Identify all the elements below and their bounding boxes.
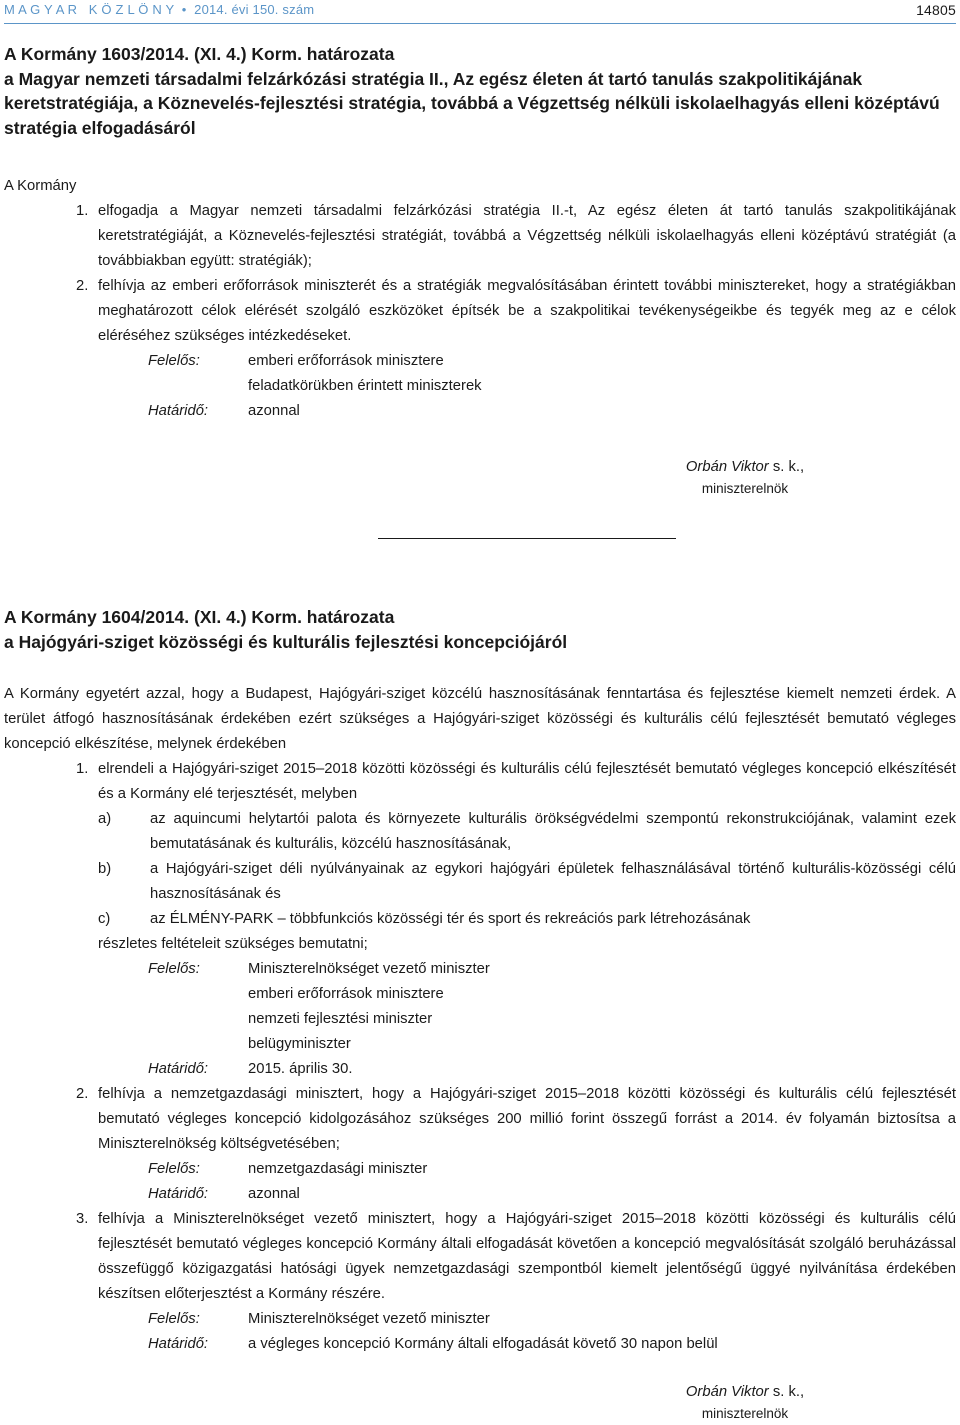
responsible-value: belügyminiszter bbox=[248, 1036, 351, 1052]
item-number: 2. bbox=[76, 278, 89, 294]
sub-item-text: az aquincumi helytartói palota és környezete kulturális örökségvédelmi szempontú rekonstrukciójának, valamint ezek bemutatásának és kulturális, közcélú hasznosításának, bbox=[150, 811, 956, 852]
resolution-subject: a Magyar nemzeti társadalmi felzárkózási stratégia II., Az egész életen át tartó tanulás szakpolitikájának keretstratégiája, a Köznevelés-fejlesztési stratégia, továbbá a Végzettség nélküli iskolaelhagyás elleni középtávú stratégia elfogadásáról bbox=[4, 68, 940, 138]
responsible-value: emberi erőforrások minisztere bbox=[248, 986, 444, 1002]
gazette-title: M A G Y A R K Ö Z L Ö N Y • 2014. évi 150. szám bbox=[4, 2, 315, 17]
responsible-row bbox=[148, 982, 956, 1007]
responsible-row bbox=[148, 1032, 956, 1057]
responsible-row bbox=[148, 1157, 956, 1182]
item-number: 1. bbox=[76, 761, 89, 777]
signatory-role: miniszterelnök bbox=[701, 481, 789, 496]
responsible-row bbox=[148, 349, 956, 374]
resolution-subject: a Hajógyári-sziget közösségi és kulturális fejlesztési koncepciójáról bbox=[4, 631, 568, 652]
item-tail-text: részletes feltételeit szükséges bemutatni; bbox=[98, 936, 368, 952]
resolution-1604-title bbox=[4, 605, 956, 654]
resolution-title-line: A Kormány 1603/2014. (XI. 4.) Korm. határozata bbox=[4, 44, 395, 64]
responsibility-block bbox=[148, 957, 956, 1082]
list-item bbox=[76, 1082, 956, 1157]
list-item bbox=[76, 757, 956, 807]
resolution-1603-body bbox=[4, 174, 956, 424]
responsibility-block bbox=[148, 1307, 956, 1357]
sub-item bbox=[98, 907, 956, 932]
responsible-label: Felelős: bbox=[148, 1161, 200, 1177]
item-number: 3. bbox=[76, 1211, 89, 1227]
resolution-1603-title bbox=[4, 42, 956, 140]
signatory-suffix: s. k., bbox=[768, 1384, 805, 1400]
deadline-row bbox=[148, 1057, 956, 1082]
responsible-row bbox=[148, 1307, 956, 1332]
header-rule bbox=[4, 23, 956, 24]
deadline-row bbox=[148, 1182, 956, 1207]
separator-rule bbox=[378, 538, 676, 539]
sub-item-text: az ÉLMÉNY-PARK – többfunkciós közösségi tér és sport és rekreációs park létrehozásának bbox=[150, 911, 751, 927]
responsibility-block bbox=[148, 1157, 956, 1207]
responsible-value: feladatkörükben érintett miniszterek bbox=[248, 378, 482, 394]
responsible-value: nemzeti fejlesztési miniszter bbox=[248, 1011, 433, 1027]
responsibility-block bbox=[148, 349, 956, 424]
sub-item-letter: c) bbox=[98, 911, 111, 927]
responsible-label: Felelős: bbox=[148, 353, 200, 369]
item-text: felhívja a Miniszterelnökséget vezető minisztert, hogy a Hajógyári-sziget 2015–2018 közötti közösségi és kulturális célú fejlesztését bemutató végleges koncepció Kormány általi elfogadását követően a koncepció megvalósítását szolgáló beruházással összefüggő közigazgatási hatósági ügyek nemzetgazdasági szempontból kiemelt jelentőségű üggyé nyilvánítása érdekében készítsen előterjesztést a Kormány részére. bbox=[98, 1211, 956, 1302]
signatory-name: Orbán Viktor bbox=[685, 459, 769, 475]
item-text: elrendeli a Hajógyári-sziget 2015–2018 közötti közösségi és kulturális célú fejlesztését bemutató végleges koncepció elkészítését és a Kormány elé terjesztését, melyben bbox=[98, 761, 956, 802]
item-text: elfogadja a Magyar nemzeti társadalmi felzárkózási stratégia II.-t, Az egész életen át tartó tanulás szakpolitikájának keretstratégiáját, a Köznevelés-fejlesztési stratégiát, továbbá a Végzettség nélküli iskolaelhagyás elleni középtávú stratégiát (a továbbiakban együtt: stratégiák); bbox=[98, 203, 956, 269]
deadline-value: azonnal bbox=[248, 1186, 300, 1202]
list-item bbox=[76, 274, 956, 349]
item-text: felhívja az emberi erőforrások miniszterét és a stratégiák megvalósításában érintett további minisztereket, hogy a stratégiákban meghatározott célok elérését szolgáló eszközöket építsék be a szakpolitikai tevékenységeikbe és tegyék meg az e célok eléréséhez szükséges intézkedéseket. bbox=[98, 278, 956, 344]
deadline-row bbox=[148, 1332, 956, 1357]
item-number: 2. bbox=[76, 1086, 89, 1102]
deadline-label: Határidő: bbox=[148, 403, 209, 419]
sub-item-letter: a) bbox=[98, 811, 112, 827]
resolution-title-line: A Kormány 1604/2014. (XI. 4.) Korm. határozata bbox=[4, 607, 395, 627]
signatory-name: Orbán Viktor bbox=[685, 1384, 769, 1400]
page-number: 14805 bbox=[916, 2, 956, 18]
deadline-value: 2015. április 30. bbox=[248, 1061, 353, 1077]
intro-text: A Kormány bbox=[4, 178, 77, 194]
item-text: felhívja a nemzetgazdasági minisztert, hogy a Hajógyári-sziget 2015–2018 közötti közösségi és kulturális célú fejlesztését bemutató végleges koncepció kidolgozásához szükséges 200 millió forint összegű forrást a 2014. év folyamán biztosítsa a Miniszterelnökség költségvetésében; bbox=[98, 1086, 956, 1152]
sub-item bbox=[98, 807, 956, 857]
signature-block bbox=[640, 1381, 850, 1425]
resolution-1604-body bbox=[4, 682, 956, 1357]
deadline-label: Határidő: bbox=[148, 1186, 209, 1202]
deadline-row bbox=[148, 399, 956, 424]
deadline-value: azonnal bbox=[248, 403, 300, 419]
list-item bbox=[76, 199, 956, 274]
responsible-row bbox=[148, 374, 956, 399]
deadline-value: a végleges koncepció Kormány általi elfogadását követő 30 napon belül bbox=[248, 1336, 718, 1352]
sub-item-text: a Hajógyári-sziget déli nyúlványainak az egykori hajógyári épületek felhasználásával történő kulturális-közösségi célú hasznosításának és bbox=[150, 861, 956, 902]
responsible-value: Miniszterelnökséget vezető miniszter bbox=[248, 1311, 490, 1327]
intro-text: A Kormány egyetért azzal, hogy a Budapest, Hajógyári-sziget közcélú hasznosításának fenntartása és fejlesztése kiemelt nemzeti érdek. A terület átfogó hasznosításának érdekében ezért szükséges a Hajógyári-sziget közösségi és kulturális célú fejlesztését bemutató végleges koncepció elkészítése, melynek érdekében bbox=[4, 686, 956, 752]
responsible-label: Felelős: bbox=[148, 1311, 200, 1327]
sub-item-letter: b) bbox=[98, 861, 112, 877]
deadline-label: Határidő: bbox=[148, 1061, 209, 1077]
responsible-value: Miniszterelnökséget vezető miniszter bbox=[248, 961, 490, 977]
responsible-row bbox=[148, 1007, 956, 1032]
responsible-value: emberi erőforrások minisztere bbox=[248, 353, 444, 369]
responsible-label: Felelős: bbox=[148, 961, 200, 977]
signatory bbox=[640, 456, 850, 478]
signatory-role: miniszterelnök bbox=[701, 1406, 789, 1421]
signature-block bbox=[640, 456, 850, 500]
responsible-value: nemzetgazdasági miniszter bbox=[248, 1161, 428, 1177]
signatory bbox=[640, 1381, 850, 1403]
list-item bbox=[76, 1207, 956, 1307]
deadline-label: Határidő: bbox=[148, 1336, 209, 1352]
item-number: 1. bbox=[76, 203, 89, 219]
running-header bbox=[4, 0, 956, 24]
signatory-suffix: s. k., bbox=[768, 459, 805, 475]
responsible-row bbox=[148, 957, 956, 982]
sub-item bbox=[98, 857, 956, 907]
